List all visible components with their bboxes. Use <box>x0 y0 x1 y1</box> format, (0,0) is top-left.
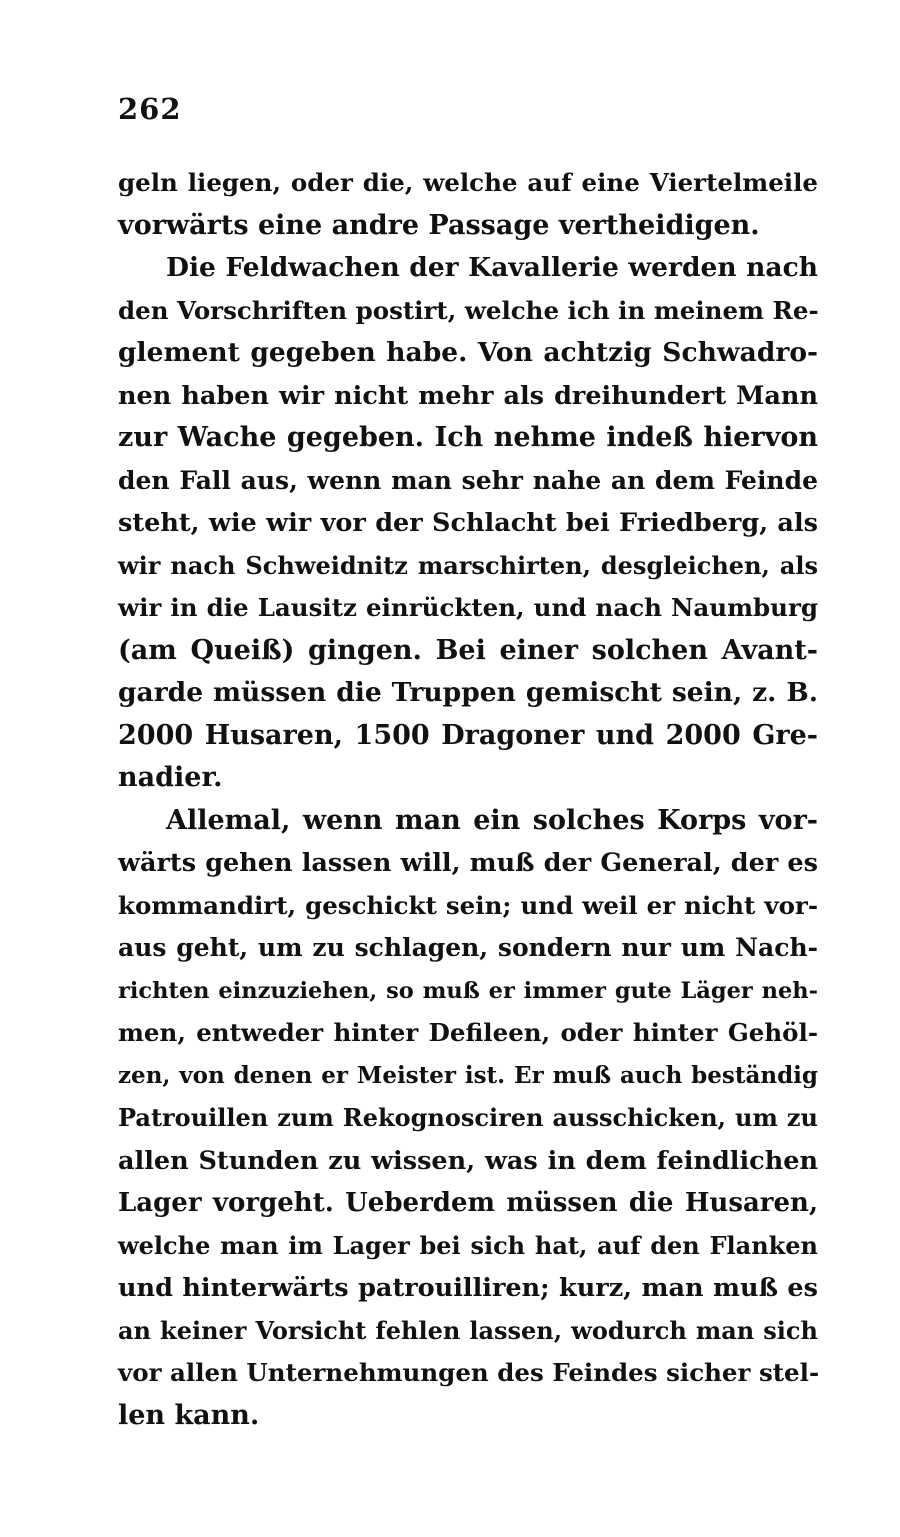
text-line: (am Queiß) gingen. Bei einer solchen Avant- <box>118 634 818 666</box>
paragraph <box>118 247 818 800</box>
text-line: nen haben wir nicht mehr als dreihundert Mann <box>118 380 818 411</box>
text-line: allen Stunden zu wissen, was in dem feindlichen <box>118 1145 818 1176</box>
text-line: nadier. <box>118 762 223 793</box>
paragraph <box>118 162 818 247</box>
text-line: wir nach Schweidnitz marschirten, desgleichen, als <box>118 550 818 580</box>
text-line: und hinterwärts patrouilliren; kurz, man muß es <box>118 1273 818 1303</box>
text-line: wärts gehen lassen will, muß der General, der es <box>118 848 818 878</box>
text-line: zur Wache gegeben. Ich nehme indeß hiervon <box>118 422 818 453</box>
text-line: zen, von denen er Meister ist. Er muß auch beständig <box>118 1061 818 1089</box>
text-line: Allemal, wenn man ein solches Korps vor- <box>166 804 818 836</box>
body-text <box>118 162 818 1437</box>
text-line: geln liegen, oder die, welche auf eine Viertelmeile <box>118 168 818 197</box>
text-line: steht, wie wir vor der Schlacht bei Friedberg, als <box>118 508 818 538</box>
text-line: Die Feldwachen der Kavallerie werden nach <box>166 252 818 283</box>
text-line: den Vorschriften postirt, welche ich in meinem Re- <box>118 295 819 325</box>
page-number: 262 <box>118 92 182 126</box>
paragraph <box>118 800 818 1438</box>
text-line: 2000 Husaren, 1500 Dragoner und 2000 Gre- <box>118 719 818 751</box>
text-line: vorwärts eine andre Passage vertheidigen. <box>118 209 760 241</box>
text-line: kommandirt, geschickt sein; und weil er nicht vor- <box>118 890 818 920</box>
text-line: wir in die Lausitz einrückten, und nach Naumburg <box>118 593 818 622</box>
text-line: glement gegeben habe. Von achtzig Schwadro- <box>118 337 818 368</box>
text-line: aus geht, um zu schlagen, sondern nur um Nach- <box>118 933 818 962</box>
text-line: vor allen Unternehmungen des Feindes sicher stel- <box>118 1358 820 1387</box>
text-line: men, entweder hinter Defileen, oder hinter Gehöl- <box>118 1018 818 1047</box>
text-line: richten einzuziehen, so muß er immer gute Läger neh- <box>118 977 818 1004</box>
text-line: welche man im Lager bei sich hat, auf den Flanken <box>118 1230 818 1260</box>
text-line: garde müssen die Truppen gemischt sein, z. B. <box>118 677 818 708</box>
text-line: len kann. <box>118 1399 260 1431</box>
text-line: Lager vorgeht. Ueberdem müssen die Husaren, <box>118 1188 818 1218</box>
text-line: den Fall aus, wenn man sehr nahe an dem Feinde <box>118 465 818 495</box>
text-line: Patrouillen zum Rekognosciren ausschicken, um zu <box>118 1103 818 1132</box>
text-line: an keiner Vorsicht fehlen lassen, wodurch man sich <box>118 1315 818 1345</box>
